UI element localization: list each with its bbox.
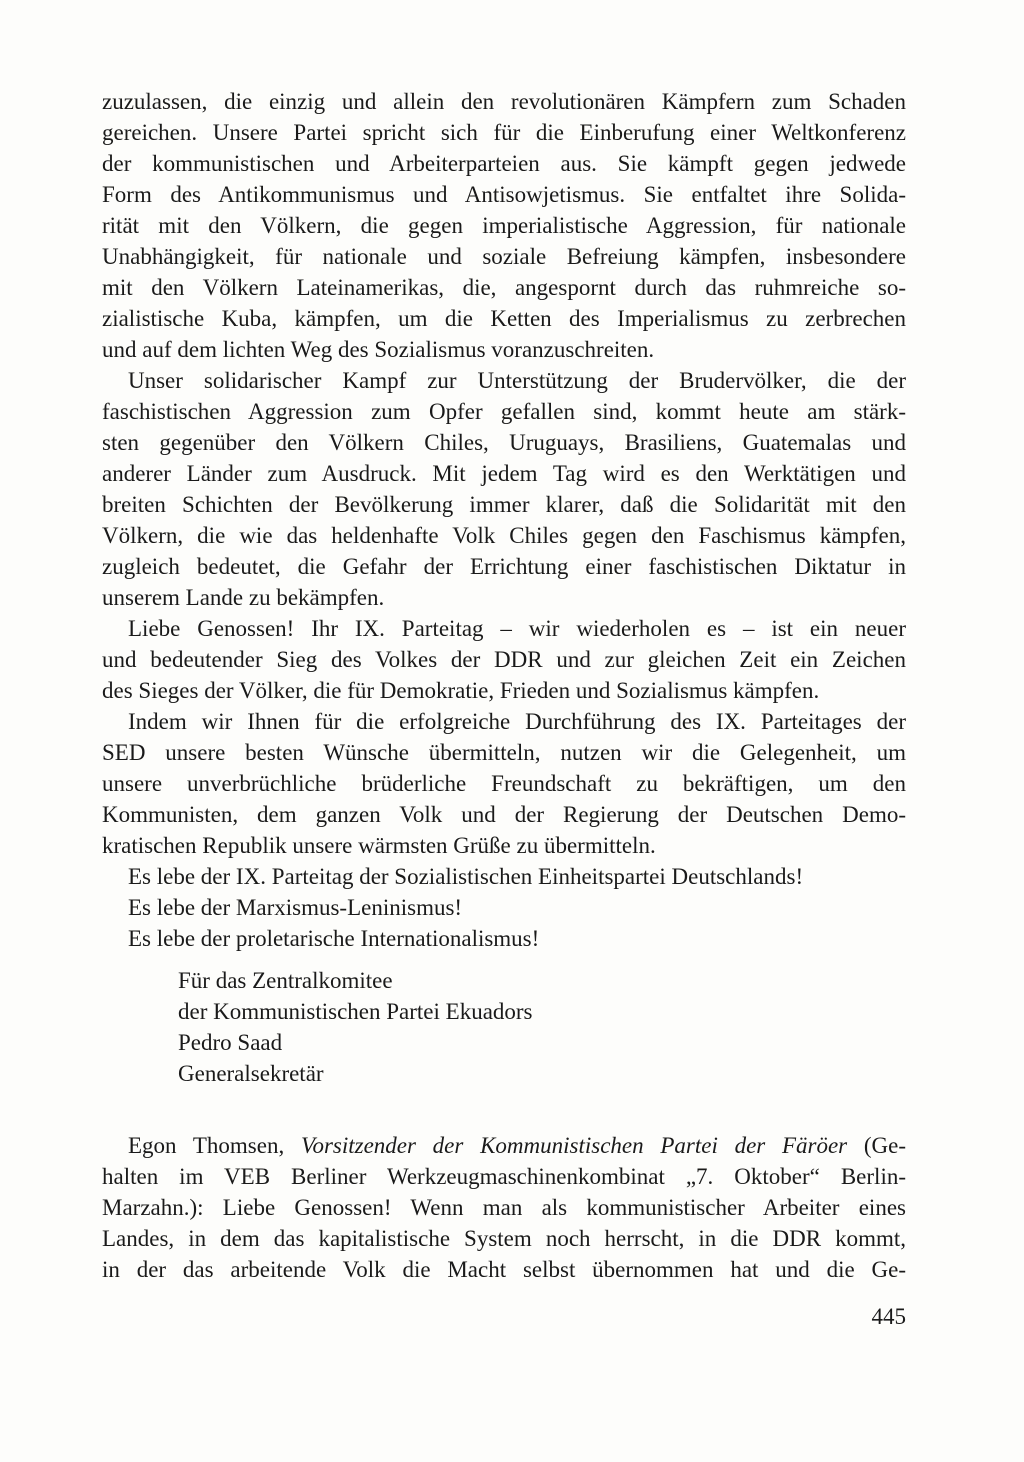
text-line: anderer Länder zum Ausdruck. Mit jedem Tag wird es den Werktätigen und (102, 461, 906, 486)
speaker-role: Vorsitzender der Kommunistischen Partei der Färöer (300, 1133, 848, 1158)
text-line: Es lebe der IX. Parteitag der Sozialistischen Einheitspartei Deutschlands! (128, 864, 804, 889)
text-line: Unser solidarischer Kampf zur Unterstützung der Brudervölker, die der (128, 368, 906, 393)
text-line: sten gegenüber den Völkern Chiles, Uruguays, Brasiliens, Guatemalas und (102, 430, 906, 455)
text-line: Liebe Genossen! Ihr IX. Parteitag – wir wiederholen es – ist ein neuer (128, 616, 906, 641)
text-line: zialistische Kuba, kämpfen, um die Ketten des Imperialismus zu zerbrechen (102, 306, 906, 331)
signature-line: Für das Zentralkomitee (178, 968, 393, 993)
text-line: faschistischen Aggression zum Opfer gefallen sind, kommt heute am stärk- (102, 399, 906, 424)
text-line: Völkern, die wie das heldenhafte Volk Chiles gegen den Faschismus kämpfen, (102, 523, 906, 548)
text-line: der kommunistischen und Arbeiterparteien aus. Sie kämpft gegen jedwede (102, 151, 906, 176)
text-line: in der das arbeitende Volk die Macht selbst übernommen hat und die Ge- (102, 1257, 906, 1282)
signature-line: der Kommunistischen Partei Ekuadors (178, 999, 533, 1024)
text-line: Kommunisten, dem ganzen Volk und der Regierung der Deutschen Demo- (102, 802, 906, 827)
text-line: breiten Schichten der Bevölkerung immer klarer, daß die Solidarität mit den (102, 492, 906, 517)
text-line: kratischen Republik unsere wärmsten Grüße zu übermitteln. (102, 833, 656, 858)
text-line: unserem Lande zu bekämpfen. (102, 585, 385, 610)
speech-intro-rest: (Ge- (863, 1133, 907, 1158)
text-line: mit den Völkern Lateinamerikas, die, angespornt durch das ruhmreiche so- (102, 275, 906, 300)
text-line: zugleich bedeutet, die Gefahr der Errichtung einer faschistischen Diktatur in (102, 554, 906, 579)
text-line: des Sieges der Völker, die für Demokratie, Frieden und Sozialismus kämpfen. (102, 678, 820, 703)
page-number: 445 (871, 1304, 906, 1329)
text-line: Unabhängigkeit, für nationale und soziale Befreiung kämpfen, insbesondere (102, 244, 906, 269)
signature-line: Pedro Saad (178, 1030, 283, 1055)
text-line: zuzulassen, die einzig und allein den revolutionären Kämpfern zum Schaden (102, 89, 906, 114)
text-line: rität mit den Völkern, die gegen imperialistische Aggression, für nationale (102, 213, 906, 238)
speaker-name: Egon Thomsen, (128, 1133, 285, 1158)
text-line: und auf dem lichten Weg des Sozialismus voranzuschreiten. (102, 337, 655, 362)
text-line: Landes, in dem das kapitalistische System noch herrscht, in die DDR kommt, (102, 1226, 906, 1251)
text-line: unsere unverbrüchliche brüderliche Freundschaft zu bekräftigen, um den (102, 771, 906, 796)
text-line: Es lebe der Marxismus-Leninismus! (128, 895, 463, 920)
text-line: gereichen. Unsere Partei spricht sich für die Einberufung einer Weltkonferenz (102, 120, 906, 145)
text-line: und bedeutender Sieg des Volkes der DDR und zur gleichen Zeit ein Zeichen (102, 647, 906, 672)
text-line: halten im VEB Berliner Werkzeugmaschinenkombinat „7. Oktober“ Berlin- (102, 1164, 906, 1189)
speech-intro-line (128, 1130, 906, 1162)
text-line: Form des Antikommunismus und Antisowjetismus. Sie entfaltet ihre Solida- (102, 182, 906, 207)
text-line: SED unsere besten Wünsche übermitteln, nutzen wir die Gelegenheit, um (102, 740, 906, 765)
signature-line: Generalsekretär (178, 1061, 324, 1086)
text-line: Indem wir Ihnen für die erfolgreiche Durchführung des IX. Parteitages der (128, 709, 906, 734)
text-line: Marzahn.): Liebe Genossen! Wenn man als kommunistischer Arbeiter eines (102, 1195, 906, 1220)
text-line: Es lebe der proletarische Internationalismus! (128, 926, 540, 951)
